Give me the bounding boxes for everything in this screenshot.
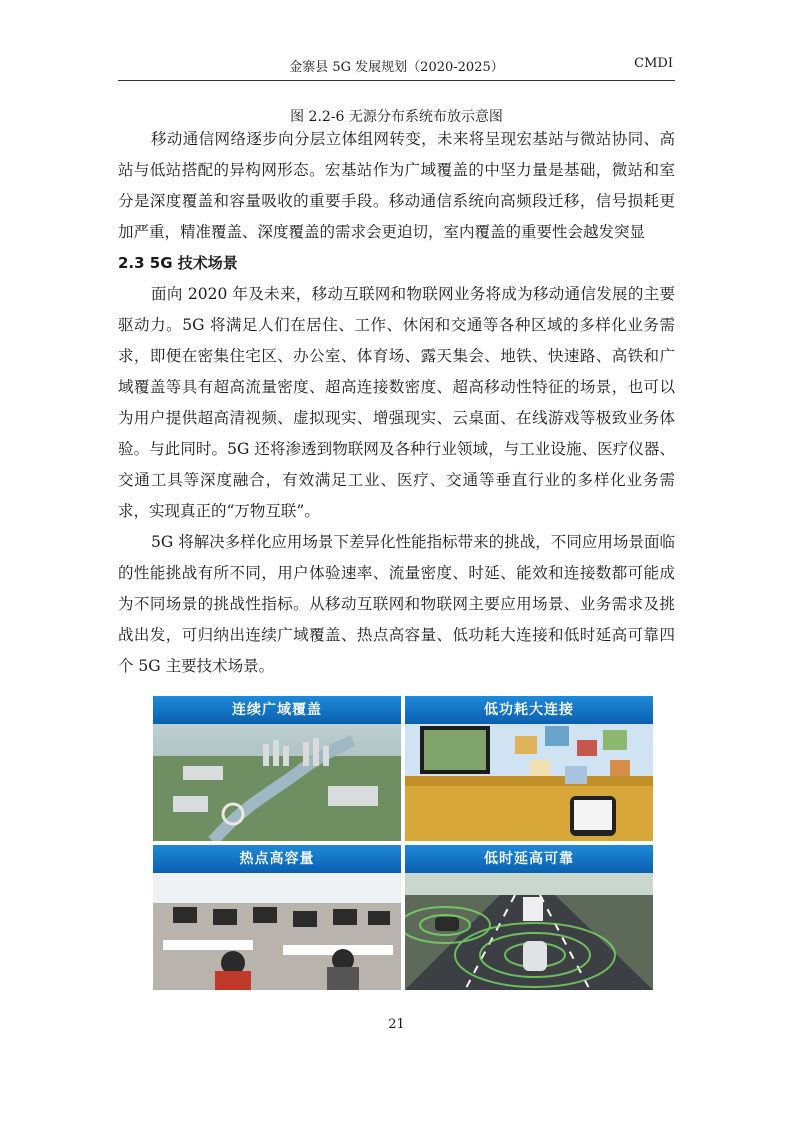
- tile-title: 连续广域覆盖: [153, 696, 401, 724]
- tile-title: 低功耗大连接: [405, 696, 653, 724]
- header-rule: [118, 80, 675, 81]
- body-text: [118, 124, 675, 682]
- tile-title: 低时延高可靠: [405, 845, 653, 873]
- paragraph-2: 面向 2020 年及未来，移动互联网和物联网业务将成为移动通信发展的主要驱动力。5G 将满足人们在居住、工作、休闲和交通等各种区域的多样化业务需求，即便在密集住宅区、办公室、体育场、露天集会、地铁、快速路、高铁和广域覆盖等具有超高流量密度、超高连接数密度、超高移动性特征的场景，也可以为用户提供超高清视频、虚拟现实、增强现实、云桌面、在线游戏等极致业务体验。与此同时。5G 还将渗透到物联网及各种行业领域，与工业设施、医疗仪器、交通工具等深度融合，有效满足工业、医疗、交通等垂直行业的多样化业务需求，实现真正的“万物互联”。: [118, 285, 675, 520]
- section-heading: 2.3 5G 技术场景: [118, 254, 238, 272]
- tile-hotspot-high-capacity: [153, 845, 401, 990]
- header-title: 金寨县 5G 发展规划（2020-2025）: [289, 60, 504, 75]
- tile-title: 热点高容量: [153, 845, 401, 873]
- tile-wide-area-coverage: [153, 696, 401, 841]
- page-number: 21: [388, 1017, 405, 1032]
- tile-low-latency-high-reliability: [405, 845, 653, 990]
- header-org: CMDI: [634, 56, 673, 71]
- figure-caption: 图 2.2-6 无源分布系统布放示意图: [290, 109, 503, 125]
- scenario-figure: [153, 696, 653, 990]
- paragraph-3: 5G 将解决多样化应用场景下差异化性能指标带来的挑战，不同应用场景面临的性能挑战有所不同，用户体验速率、流量密度、时延、能效和连接数都可能成为不同场景的挑战性指标。从移动互联网和物联网主要应用场景、业务需求及挑战出发，可归纳出连续广域覆盖、热点高容量、低功耗大连接和低时延高可靠四个 5G 主要技术场景。: [118, 533, 675, 675]
- page-header: [118, 56, 675, 78]
- tile-low-power-massive-connection: [405, 696, 653, 841]
- paragraph-1: 移动通信网络逐步向分层立体组网转变，未来将呈现宏基站与微站协同、高站与低站搭配的异构网形态。宏基站作为广域覆盖的中坚力量是基础，微站和室分是深度覆盖和容量吸收的重要手段。移动通信系统向高频段迁移，信号损耗更加严重，精准覆盖、深度覆盖的需求会更迫切，室内覆盖的重要性会越发突显: [118, 130, 675, 241]
